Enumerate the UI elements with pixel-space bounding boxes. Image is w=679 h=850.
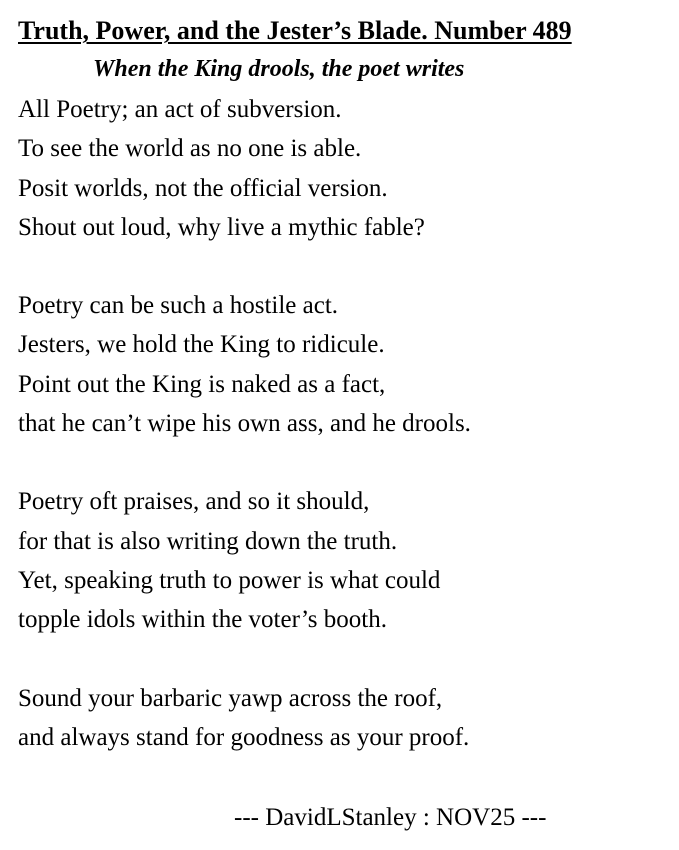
poem-line: Point out the King is naked as a fact, [18,370,386,398]
poem-line: Yet, speaking truth to power is what could [18,566,441,594]
poem-line: Jesters, we hold the King to ridicule. [18,331,385,359]
poem-line: Shout out loud, why live a mythic fable? [18,213,425,241]
poem-title: Truth, Power, and the Jester’s Blade. Number 489 [18,16,572,45]
poem-line: topple idols within the voter’s booth. [18,606,387,634]
author-signature: --- DavidLStanley : NOV25 --- [234,804,547,831]
stanza-3 [18,482,471,639]
poem-line: Poetry oft praises, and so it should, [18,488,370,516]
poem-line: To see the world as no one is able. [18,135,362,163]
poem-line: All Poetry; an act of subversion. [18,96,342,123]
poem-subtitle: When the King drools, the poet writes [93,56,465,82]
poem-body [18,90,471,796]
poem-line: and always stand for goodness as your proof. [18,723,470,751]
poem-line: Posit worlds, not the official version. [18,174,388,202]
stanza-4 [18,679,471,758]
poem-line: Sound your barbaric yawp across the roof, [18,684,443,712]
poem-line: for that is also writing down the truth. [18,527,398,555]
poem-line: that he can’t wipe his own ass, and he drools. [18,410,471,438]
stanza-1 [18,90,471,247]
poem-line: Poetry can be such a hostile act. [18,292,339,320]
stanza-2 [18,286,471,443]
